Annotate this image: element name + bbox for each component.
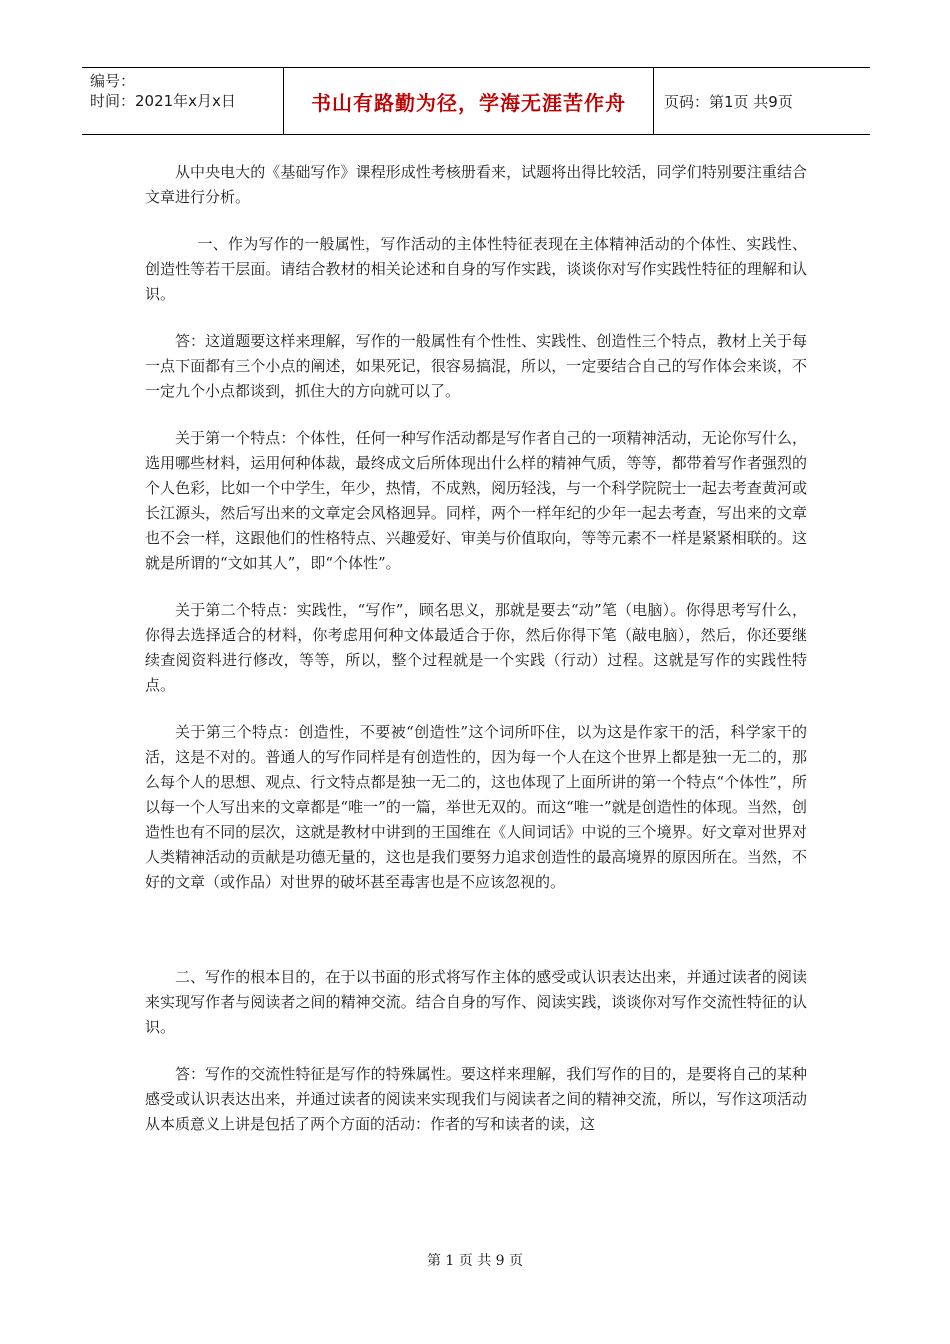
header-motto: 书山有路勤为径，学海无涯苦作舟 xyxy=(284,68,654,134)
document-body xyxy=(145,160,807,1159)
number-label: 编号： xyxy=(90,72,136,90)
question-2: 二、写作的根本目的，在于以书面的形式将写作主体的感受或认识表达出来，并通过读者的阅读来实现写作者与阅读者之间的精神交流。结合自身的写作、阅读实践，谈谈你对写作交流性特征的认识。 xyxy=(145,968,807,1036)
header-meta xyxy=(82,68,284,134)
point-practicality: 关于第二个特点：实践性，“写作”，顾名思义，那就是要去“动”笔（电脑）。你得思考写什么，你得去选择适合的材料，你考虑用何种文体最适合于你，然后你得下笔（敲电脑），然后，你还要继续查阅资料进行修改，等等，所以，整个过程就是一个实践（行动）过程。这就是写作的实践性特点。 xyxy=(145,601,807,694)
header-page-code: 页码：第1页 共9页 xyxy=(664,92,793,111)
point-creativity: 关于第三个特点：创造性，不要被“创造性”这个词所吓住，以为这是作家干的活，科学家干的活，这是不对的。普通人的写作同样是有创造性的，因为每一个人在这个世界上都是独一无二的，那么每个人的思想、观点、行文特点都是独一无二的，这也体现了上面所讲的第一个特点“个体性”，所以每一个人写出来的文章都是“唯一”的一篇，举世无双的。而这“唯一”就是创造性的体现。当然，创造性也有不同的层次，这就是教材中讲到的王国维在《人间词话》中说的三个境界。好文章对世界对人类精神活动的贡献是功德无量的，这也是我们要努力追求创造性的最高境界的原因所在。当然，不好的文章（或作品）对世界的破坏甚至毒害也是不应该忽视的。 xyxy=(145,723,807,891)
page-header xyxy=(82,67,870,135)
answer-1: 答：这道题要这样来理解，写作的一般属性有个性性、实践性、创造性三个特点，教材上关于每一点下面都有三个小点的阐述，如果死记，很容易搞混，所以，一定要结合自己的写作体会来谈，不一定九个小点都谈到，抓住大的方向就可以了。 xyxy=(145,332,807,400)
question-1: 一、作为写作的一般属性，写作活动的主体性特征表现在主体精神活动的个体性、实践性、创造性等若干层面。请结合教材的相关论述和自身的写作实践，谈谈你对写作实践性特征的理解和认识。 xyxy=(145,235,807,303)
page-footer: 第 1 页 共 9 页 xyxy=(426,1253,524,1269)
point-individuality: 关于第一个特点：个体性，任何一种写作活动都是写作者自己的一项精神活动，无论你写什么，选用哪些材料，运用何种体裁，最终成文后所体现出什么样的精神气质，等等，都带着写作者强烈的个人色彩，比如一个中学生，年少，热情，不成熟，阅历轻浅，与一个科学院院士一起去考查黄河或长江源头，然后写出来的文章定会风格迥异。同样，两个一样年纪的少年一起去考查，写出来的文章也不会一样，这跟他们的性格特点、兴趣爱好、审美与价值取向，等等元素不一样是紧紧相联的。这就是所谓的“文如其人”，即“个体性”。 xyxy=(145,429,807,572)
answer-2: 答：写作的交流性特征是写作的特殊属性。要这样来理解，我们写作的目的，是要将自己的某种感受或认识表达出来，并通过读者的阅读来实现我们与阅读者之间的精神交流，所以，写作这项活动从本质意义上讲是包括了两个方面的活动：作者的写和读者的读，这 xyxy=(145,1065,807,1133)
time-label: 时间：2021年x月x日 xyxy=(90,92,236,110)
intro-paragraph: 从中央电大的《基础写作》课程形成性考核册看来，试题将出得比较活，同学们特别要注重结合文章进行分析。 xyxy=(145,163,807,206)
